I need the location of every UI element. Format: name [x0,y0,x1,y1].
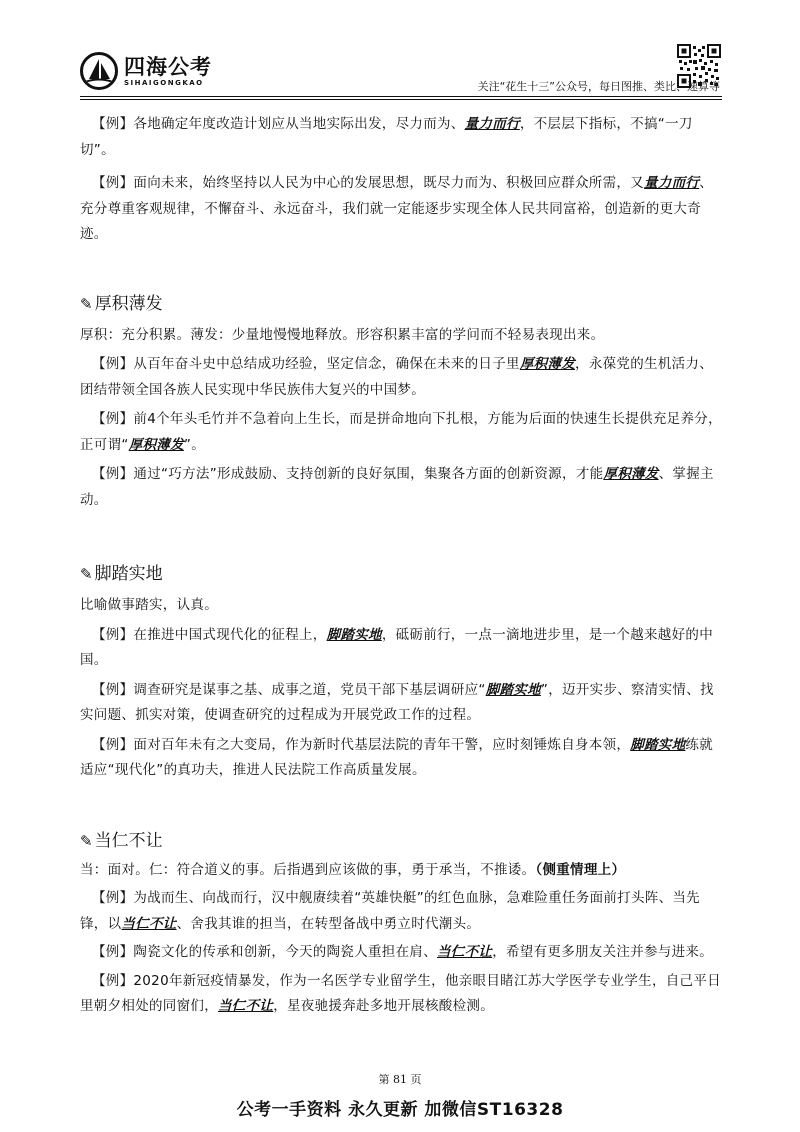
example-sentence: 【例】为战而生、向战而行，汉中舰赓续着“英雄快艇”的红色血脉，急难险重任务面前打头阵、当先锋，以当仁不让、舍我其谁的担当，在转型备战中勇立时代潮头。 [80,890,700,932]
header-tagline: 关注“花生十三”公众号，每日图推、类比、速算等 [477,80,720,93]
idiom-highlight: 当仁不让 [218,998,274,1014]
example-sentence: 【例】陶瓷文化的传承和创新，今天的陶瓷人重担在肩、当仁不让，希望有更多朋友关注并参与进来。 [92,944,714,960]
example-sentence: 【例】面向未来，始终坚持以人民为中心的发展思想，既尽力而为、积极回应群众所需，又量力而行、充分尊重客观规律，不懈奋斗、永远奋斗，我们就一定能逐步实现全体人民共同富裕，创造新的更大奇迹。 [80,175,714,242]
example-sentence: 【例】通过“巧方法”形成鼓励、支持创新的良好氛围，集聚各方面的创新资源，才能厚积薄发、掌握主动。 [80,466,714,508]
page-content [80,112,725,1020]
logo-name: 四海公考 [124,54,212,79]
example-sentence: 【例】调查研究是谋事之基、成事之道，党员干部下基层调研应“脚踏实地”，迈开实步、察清实情、找实问题、抓实对策，使调查研究的过程成为开展党政工作的过程。 [80,681,714,723]
idiom-title: ✎ 脚踏实地 [80,561,725,587]
page-number: 第 81 页 [378,1073,422,1086]
example-sentence: 【例】从百年奋斗史中总结成功经验，坚定信念，确保在未来的日子里厚积薄发，永葆党的生机活力、团结带领全国各族人民实现中华民族伟大复兴的中国梦。 [80,356,714,398]
example-sentence: 【例】2020年新冠疫情暴发，作为一名医学专业留学生，他亲眼目睹江苏大学医学专业学生，自己平日里朝夕相处的同窗们，当仁不让，星夜驰援奔赴多地开展核酸检测。 [80,972,721,1014]
idiom-highlight: 量力而行 [464,116,520,132]
header-divider-thin [80,99,722,100]
example-sentence: 【例】面对百年未有之大变局，作为新时代基层法院的青年干警，应时刻锤炼自身本领，脚踏实地练就适应“现代化”的真功夫，推进人民法院工作高质量发展。 [80,736,714,778]
idiom-highlight: 量力而行 [644,175,700,191]
idiom-highlight: 厚积薄发 [603,466,659,482]
idiom-definition: 当：面对。仁：符合道义的事。后指遇到应该做的事，勇于承当，不推诿。（侧重情理上） [80,861,626,878]
sailboat-logo-icon [80,52,118,90]
example-sentence: 【例】前4个年头毛竹并不急着向上生长，而是拼命地向下扎根，方能为后面的快速生长提供充足养分，正可谓“厚积薄发”。 [80,411,722,453]
page-header [0,0,800,106]
idiom-definition: 比喻做事踏实，认真。 [80,597,218,613]
idiom-highlight: 当仁不让 [121,915,177,932]
definition-note: （侧重情理上） [535,861,626,878]
idiom-definition: 厚积：充分积累。薄发：少量地慢慢地释放。形容积累丰富的学问而不轻易表现出来。 [80,326,605,343]
logo-subtitle: SIHAIGONGKAO [124,78,204,87]
idiom-entry [80,291,725,514]
pencil-icon: ✎ [80,294,93,313]
idiom-entry [80,561,725,784]
idiom-highlight: 厚积薄发 [519,356,576,372]
example-sentence: 【例】各地确定年度改造计划应从当地实际出发，尽力而为、量力而行，不层层下指标，不搞“一刀切”。 [80,116,693,158]
footer-promo: 公考一手资料 永久更新 加微信ST16328 [236,1100,564,1120]
pencil-icon: ✎ [80,831,93,850]
idiom-entry [80,828,725,1020]
idiom-title: ✎ 厚积薄发 [80,291,725,317]
logo [80,52,212,90]
idiom-highlight: 脚踏实地 [326,626,382,643]
pencil-icon: ✎ [80,565,93,583]
header-divider [80,96,722,97]
example-sentence: 【例】在推进中国式现代化的征程上，脚踏实地，砥砺前行，一点一滴地进步里，是一个越来越好的中国。 [80,626,714,668]
idiom-highlight: 厚积薄发 [128,436,184,453]
idiom-highlight: 脚踏实地 [630,736,686,753]
idiom-highlight: 当仁不让 [437,944,493,960]
idiom-highlight: 脚踏实地 [485,681,541,698]
idiom-title: ✎ 当仁不让 [80,828,725,854]
